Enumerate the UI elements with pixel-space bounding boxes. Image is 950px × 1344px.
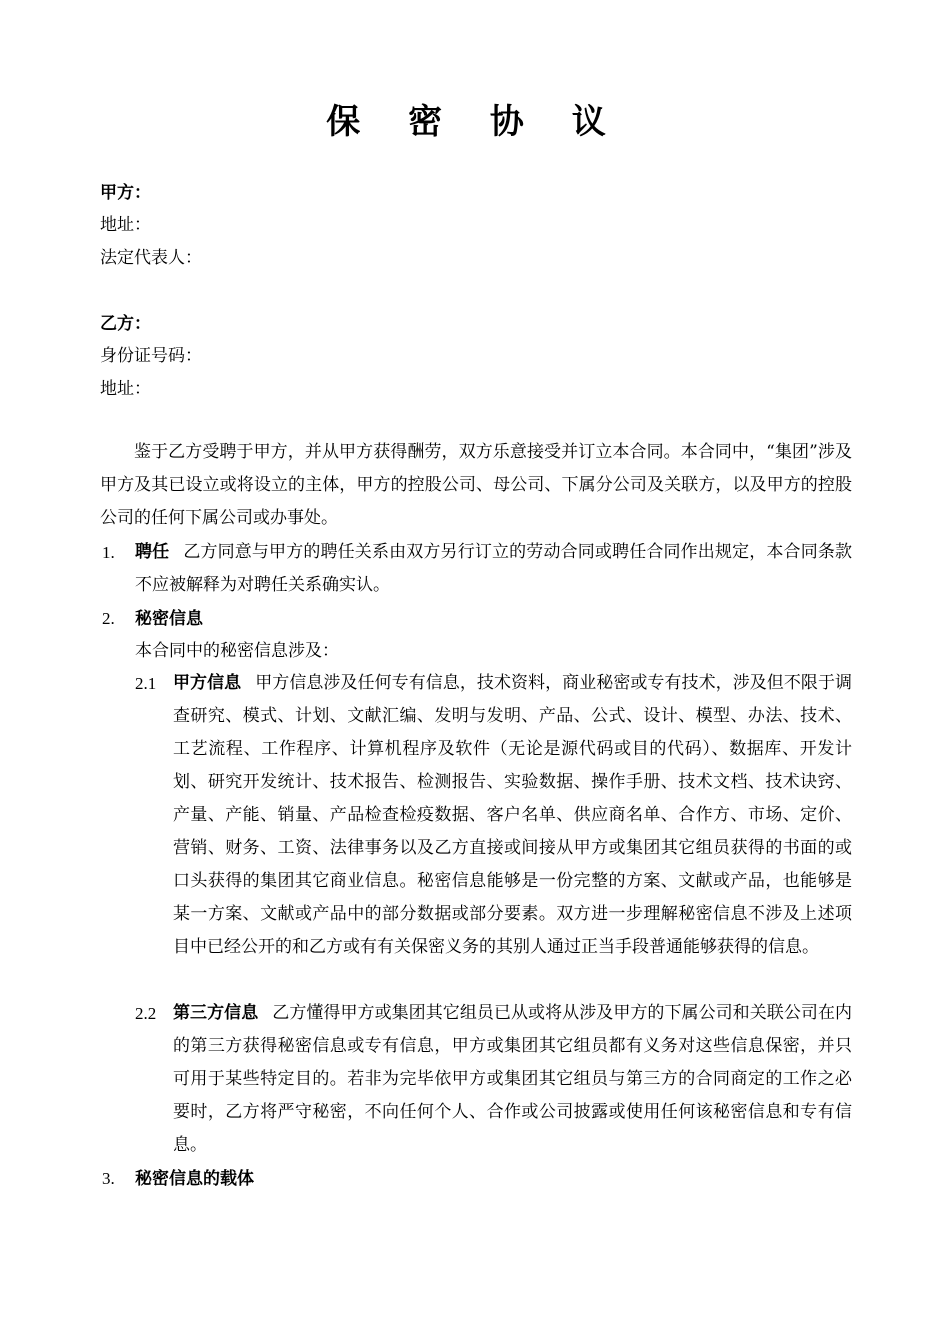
subsection-2-1-text: 甲方信息涉及任何专有信息，技术资料，商业秘密或专有技术，涉及但不限于调查研究、模式、计划、文献汇编、发明与发明、产品、公式、设计、模型、办法、技术、工艺流程、工作程序、计算机程序及软件（无论是源代码或目的代码）、数据库、开发计划、研究开发统计、技术报告、检测报告、实验数据、操作手册、技术文档、技术诀窍、产量、产能、销量、产品检查检疫数据、客户名单、供应商名单、合作方、市场、定价、营销、财务、工资、法律事务以及乙方直接或间接从甲方或集团其它组员获得的书面的或口头获得的集团其它商业信息。秘密信息能够是一份完整的方案、文献或产品，也能够是某一方案、文献或产品中的部分数据或部分要素。双方进一步理解秘密信息不涉及上述项目中已经公开的和乙方或有有关保密义务的其别人通过正当手段普通能够获得的信息。	[173, 673, 853, 957]
document-title: 保 密 协 议	[326, 102, 624, 142]
section-1-number: 1.	[102, 543, 115, 562]
subsection-2-1-paragraph	[173, 667, 852, 964]
subsection-2-2-paragraph	[173, 997, 852, 1162]
party-a-label: 甲方：	[100, 183, 151, 203]
section-1-text: 乙方同意与甲方的聘任关系由双方另行订立的劳动合同或聘任合同作出规定，本合同条款不应被解释为对聘任关系确实认。	[135, 542, 853, 595]
section-2-number: 2.	[102, 609, 115, 628]
section-1-heading: 聘任	[135, 542, 170, 562]
subsection-2-1-heading: 甲方信息	[173, 673, 242, 693]
party-b-address-label: 地址：	[100, 379, 151, 399]
section-3-number: 3.	[102, 1169, 115, 1188]
preamble-paragraph: 鉴于乙方受聘于甲方，并从甲方获得酬劳，双方乐意接受并订立本合同。本合同中，“集团”涉及甲方及其已设立或将设立的主体，甲方的控股公司、母公司、下属分公司及关联方，以及甲方的控股公司的任何下属公司或办事处。	[100, 442, 852, 528]
section-2-heading: 秘密信息	[135, 609, 203, 629]
subsection-2-1-number: 2.1	[135, 674, 157, 693]
party-b-id-label: 身份证号码：	[100, 346, 202, 366]
party-b-label: 乙方：	[100, 314, 151, 334]
subsection-2-2-number: 2.2	[135, 1004, 157, 1023]
section-1-paragraph	[135, 536, 852, 602]
section-3-heading: 秘密信息的载体	[135, 1169, 254, 1189]
party-a-address-label: 地址：	[100, 215, 151, 235]
subsection-2-2-heading: 第三方信息	[173, 1003, 259, 1023]
party-a-representative-label: 法定代表人：	[100, 248, 202, 268]
section-2-intro: 本合同中的秘密信息涉及：	[135, 641, 339, 661]
subsection-2-2-text: 乙方懂得甲方或集团其它组员已从或将从涉及甲方的下属公司和关联公司在内的第三方获得秘密信息或专有信息，甲方或集团其它组员都有义务对这些信息保密，并只可用于某些特定目的。若非为完毕依甲方或集团其它组员与第三方的合同商定的工作之必要时，乙方将严守秘密，不向任何个人、合作或公司披露或使用任何该秘密信息和专有信息。	[173, 1003, 853, 1155]
